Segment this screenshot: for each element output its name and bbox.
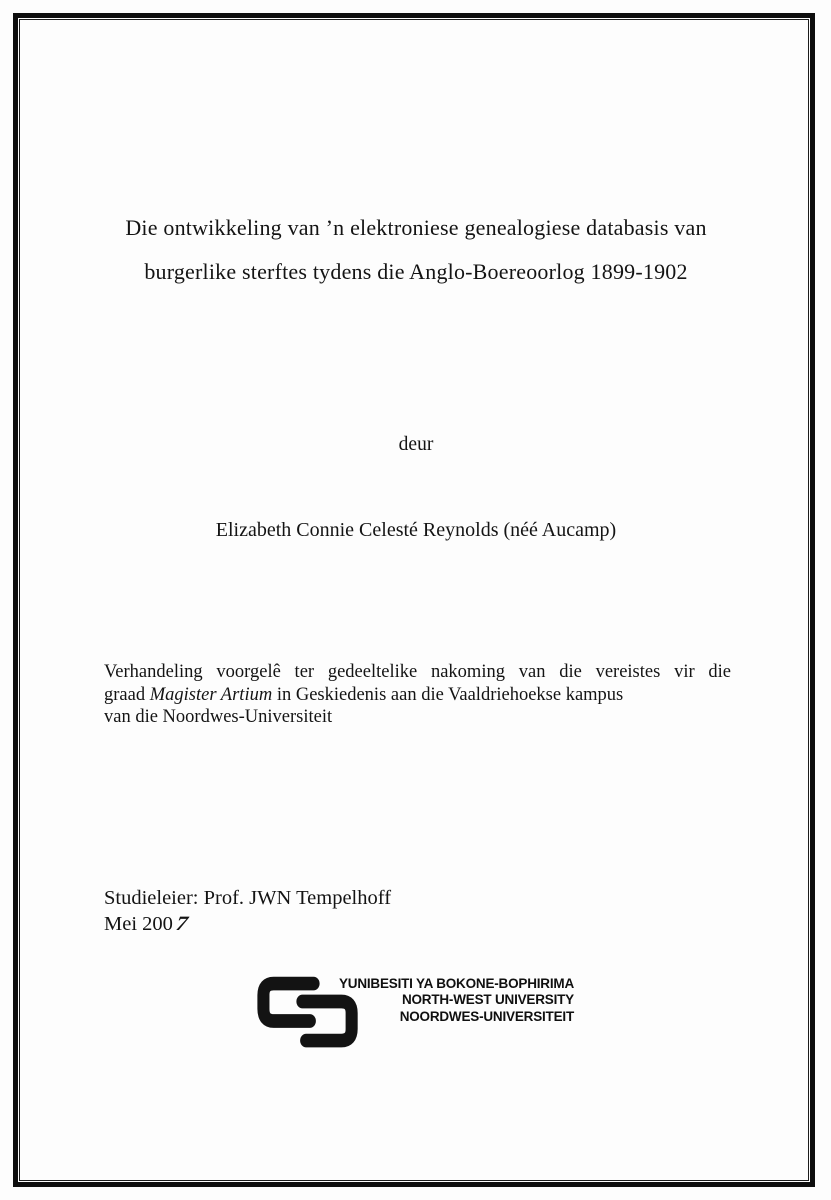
submission-line2-suffix: in Geskiedenis aan die Vaaldriehoekse kampus: [272, 684, 624, 705]
thesis-title: [6, 206, 826, 294]
thesis-title-line2: burgerlike sterftes tydens die Anglo-Boereoorlog 1899-1902: [144, 259, 688, 284]
logo-line-setswana: YUNIBESITI YA BOKONE-BOPHIRIMA: [338, 976, 574, 991]
supervisor-line: Studieleier: Prof. JWN Tempelhoff: [104, 887, 392, 909]
submission-line2: [104, 684, 731, 707]
submission-line1: Verhandeling voorgelê ter gedeeltelike nakoming van die vereistes vir die: [104, 662, 731, 682]
author-name: Elizabeth Connie Celesté Reynolds (néé Aucamp): [215, 519, 617, 541]
submission-statement: [104, 661, 731, 729]
submission-line3: van die Noordwes-Universiteit: [104, 707, 333, 727]
date-prefix: Mei 200: [104, 912, 173, 935]
logo-line-afrikaans: NOORDWES-UNIVERSITEIT: [399, 1008, 574, 1024]
supervisor-block: [104, 886, 391, 937]
thesis-title-line1: Die ontwikkeling van ’n elektroniese genealogiese databasis van: [125, 215, 707, 240]
university-logo-text: [320, 976, 574, 1025]
date-last-digit: 7: [171, 912, 192, 935]
submission-line2-prefix: graad: [104, 684, 150, 705]
logo-line-english: NORTH-WEST UNIVERSITY: [401, 992, 574, 1008]
university-logo: [256, 973, 578, 1055]
byline-label: deur: [398, 434, 434, 455]
degree-name: Magister Artium: [149, 684, 273, 705]
date-line: [104, 912, 391, 938]
